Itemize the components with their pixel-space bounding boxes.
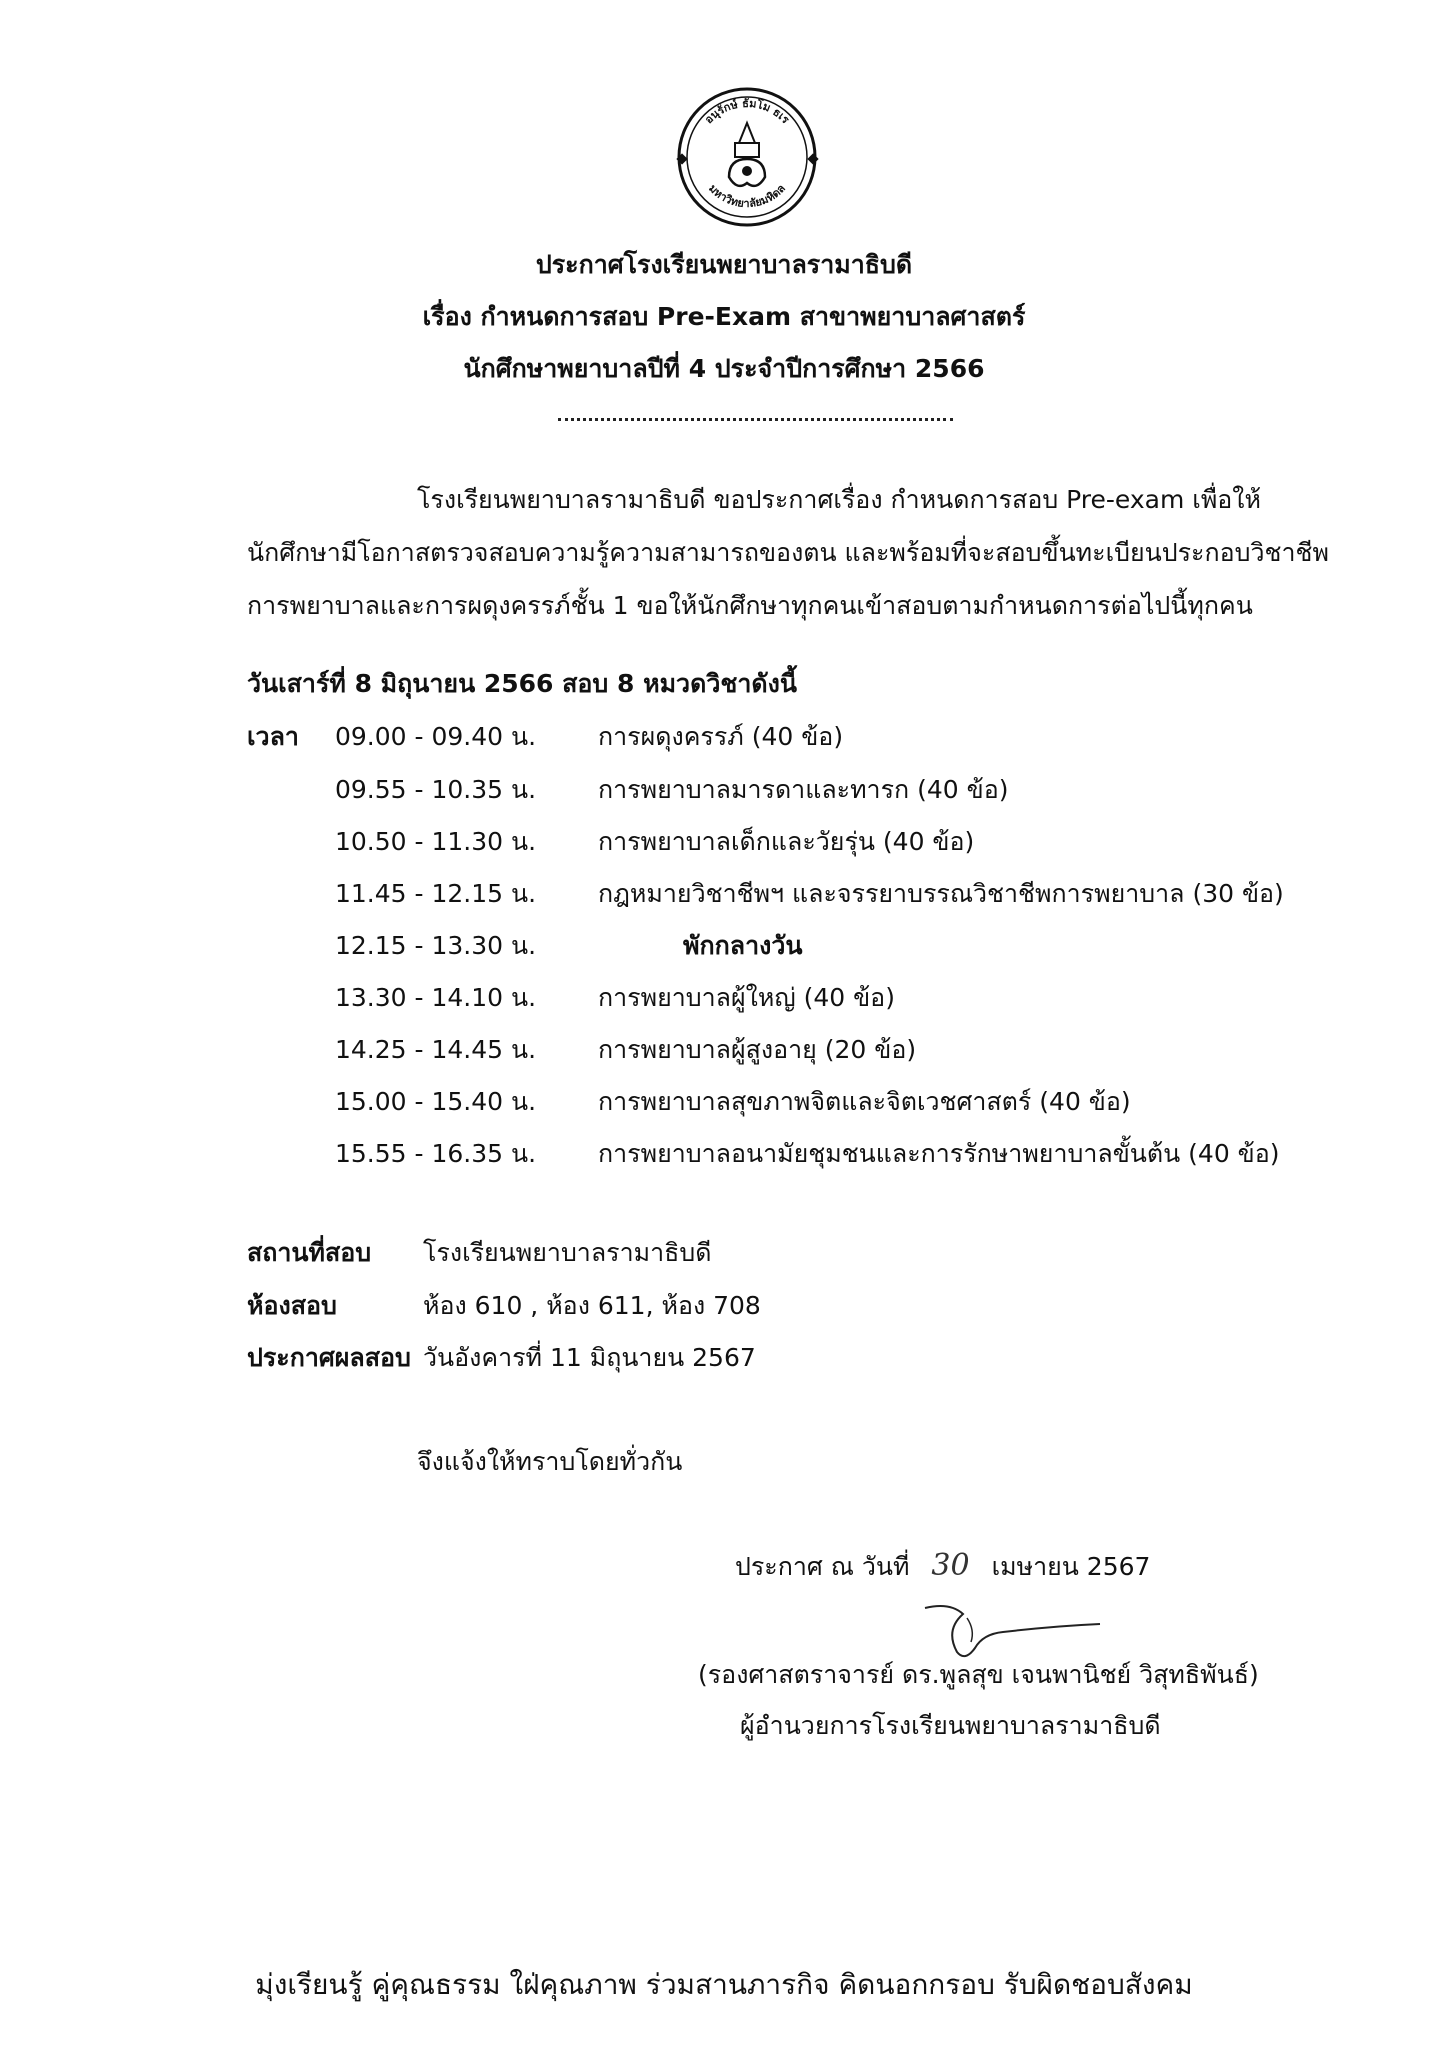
schedule-time: 11.45 - 12.15 น. (335, 879, 537, 908)
result-value: วันอังคารที่ 11 มิถุนายน 2567 (423, 1343, 756, 1372)
svg-text:มหาวิทยาลัยมหิดล: มหาวิทยาลัยมหิดล (706, 181, 788, 211)
schedule-subject: การพยาบาลผู้ใหญ่ (40 ข้อ) (598, 983, 895, 1012)
signatory-position: ผู้อำนวยการโรงเรียนพยาบาลรามาธิบดี (740, 1711, 1161, 1740)
room-label: ห้องสอบ (247, 1291, 337, 1320)
schedule-time: 09.00 - 09.40 น. (335, 722, 537, 751)
time-label: เวลา (247, 722, 299, 751)
schedule-time: 09.55 - 10.35 น. (335, 775, 537, 804)
venue-value: โรงเรียนพยาบาลรามาธิบดี (423, 1238, 712, 1267)
schedule-time: 13.30 - 14.10 น. (335, 983, 537, 1012)
announcement-date (735, 1547, 1150, 1587)
subject-title: เรื่อง กำหนดการสอบ Pre-Exam สาขาพยาบาลศาสตร์ (422, 302, 1026, 331)
schedule-time: 12.15 - 13.30 น. (335, 931, 537, 960)
schedule-subject: การพยาบาลเด็กและวัยรุ่น (40 ข้อ) (598, 827, 975, 856)
schedule-subject: การพยาบาลอนามัยชุมชนและการรักษาพยาบาลขั้นต้น (40 ข้อ) (598, 1139, 1280, 1168)
schedule-time: 14.25 - 14.45 น. (335, 1035, 537, 1064)
intro-line-2: นักศึกษามีโอกาสตรวจสอบความรู้ความสามารถของตน และพร้อมที่จะสอบขึ้นทะเบียนประกอบวิชาชีพ (247, 538, 1329, 567)
schedule-subject: การผดุงครรภ์ (40 ข้อ) (598, 722, 844, 751)
schedule-time: 10.50 - 11.30 น. (335, 827, 537, 856)
signatory-name: (รองศาสตราจารย์ ดร.พูลสุข เจนพานิชย์ วิสุทธิพันธ์) (698, 1660, 1259, 1689)
lunch-break: พักกลางวัน (683, 931, 803, 960)
result-label: ประกาศผลสอบ (247, 1343, 411, 1372)
schedule-heading: วันเสาร์ที่ 8 มิถุนายน 2566 สอบ 8 หมวดวิชาดังนี้ (247, 669, 797, 698)
schedule-subject: การพยาบาลสุขภาพจิตและจิตเวชศาสตร์ (40 ข้อ) (598, 1087, 1131, 1116)
dotted-divider (558, 418, 953, 421)
date-prefix: ประกาศ ณ วันที่ (735, 1552, 910, 1581)
schedule-subject: การพยาบาลมารดาและทารก (40 ข้อ) (598, 775, 1009, 804)
university-seal-logo (675, 85, 820, 230)
intro-line-3: การพยาบาลและการผดุงครรภ์ชั้น 1 ขอให้นักศึกษาทุกคนเข้าสอบตามกำหนดการต่อไปนี้ทุกคน (247, 591, 1253, 620)
schedule-subject: การพยาบาลผู้สูงอายุ (20 ข้อ) (598, 1035, 917, 1064)
announcement-title: ประกาศโรงเรียนพยาบาลรามาธิบดี (535, 250, 913, 279)
venue-label: สถานที่สอบ (247, 1238, 372, 1267)
student-year-title: นักศึกษาพยาบาลปีที่ 4 ประจำปีการศึกษา 2566 (463, 354, 985, 383)
footer-motto: มุ่งเรียนรู้ คู่คุณธรรม ใฝ่คุณภาพ ร่วมสานภารกิจ คิดนอกกรอบ รับผิดชอบสังคม (255, 1968, 1193, 2001)
date-day-handwritten: 30 (931, 1548, 970, 1583)
svg-text:อนุรักษ์ ธัมโม ธเร: อนุรักษ์ ธัมโม ธเร (702, 96, 792, 127)
schedule-time: 15.00 - 15.40 น. (335, 1087, 537, 1116)
date-suffix: เมษายน 2567 (991, 1552, 1151, 1581)
schedule-subject: กฎหมายวิชาชีพฯ และจรรยาบรรณวิชาชีพการพยาบาล (30 ข้อ) (598, 879, 1284, 908)
schedule-time: 15.55 - 16.35 น. (335, 1139, 537, 1168)
intro-line-1: โรงเรียนพยาบาลรามาธิบดี ขอประกาศเรื่อง กำหนดการสอบ Pre-exam เพื่อให้ (417, 485, 1261, 514)
closing-statement: จึงแจ้งให้ทราบโดยทั่วกัน (417, 1447, 683, 1476)
room-value: ห้อง 610 , ห้อง 611, ห้อง 708 (423, 1291, 761, 1320)
